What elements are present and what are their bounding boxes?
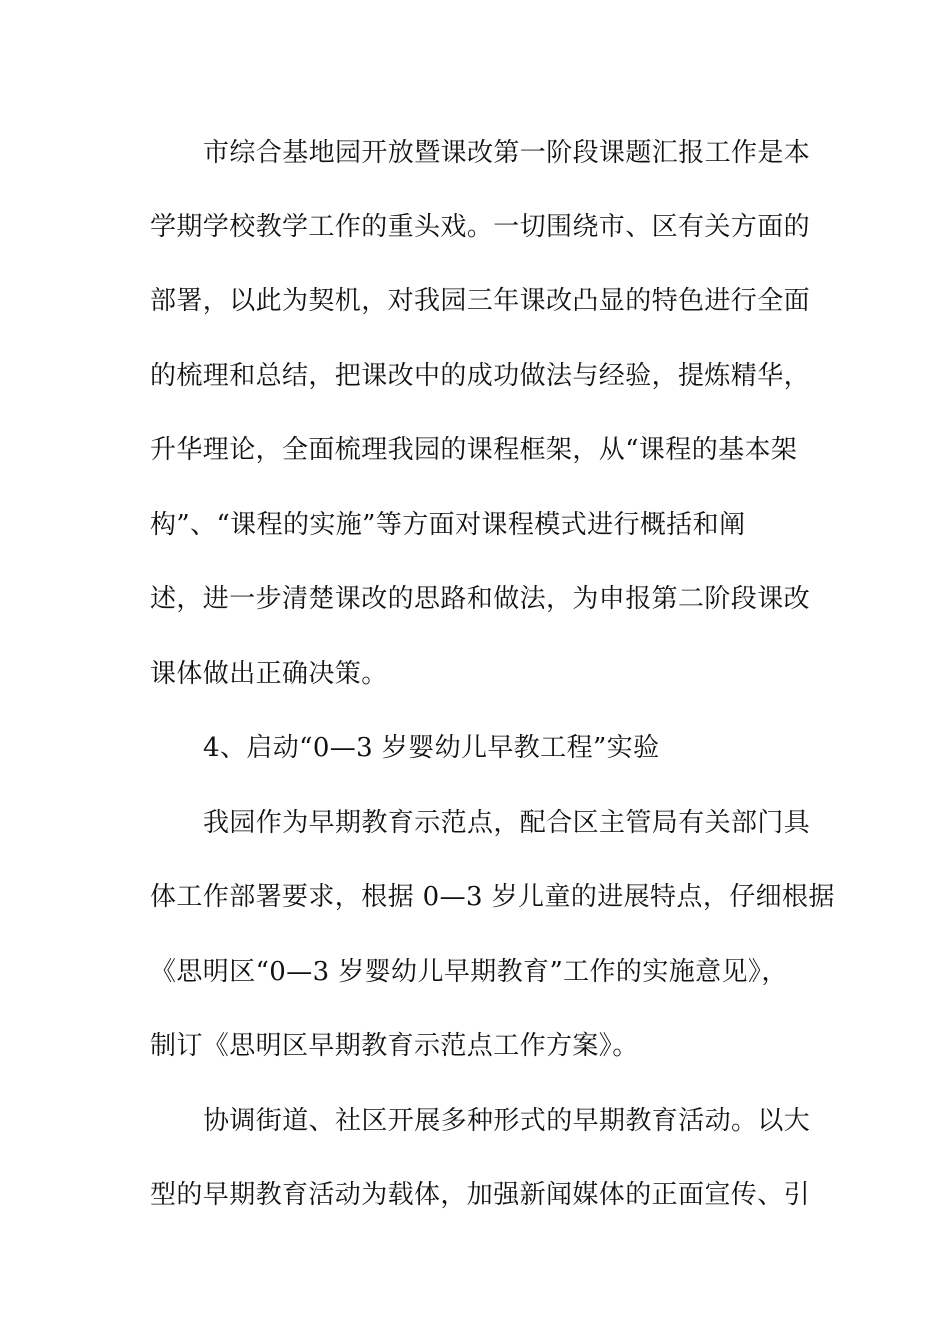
paragraph-line: 《思明区“0—3 岁婴幼儿早期教育”工作的实施意见》， [150,957,788,987]
paragraph-line: 协调街道、社区开展多种形式的早期教育活动。以大 [203,1106,811,1136]
paragraph-line: 学期学校教学工作的重头戏。一切围绕市、区有关方面的 [150,212,811,242]
paragraph-line: 构”、“课程的实施”等方面对课程模式进行概括和阐 [150,510,746,540]
paragraph-line: 制订《思明区早期教育示范点工作方案》。 [150,1031,639,1061]
paragraph-line: 市综合基地园开放暨课改第一阶段课题汇报工作是本 [203,138,811,168]
paragraph-line: 的梳理和总结，把课改中的成功做法与经验，提炼精华， [150,361,811,391]
paragraph-line: 我园作为早期教育示范点，配合区主管局有关部门具 [203,808,811,838]
paragraph-line: 述，进一步清楚课改的思路和做法，为申报第二阶段课改 [150,584,811,614]
paragraph-line: 型的早期教育活动为载体，加强新闻媒体的正面宣传、引 [150,1180,811,1210]
section-heading: 4、启动“0—3 岁婴幼儿早教工程”实验 [203,733,660,763]
paragraph-line: 部署，以此为契机，对我园三年课改凸显的特色进行全面 [150,286,811,316]
paragraph-line: 体工作部署要求，根据 0—3 岁儿童的进展特点，仔细根据 [150,882,835,912]
paragraph-line: 升华理论，全面梳理我园的课程框架，从“课程的基本架 [150,435,798,465]
paragraph-line: 课体做出正确决策。 [150,659,388,689]
